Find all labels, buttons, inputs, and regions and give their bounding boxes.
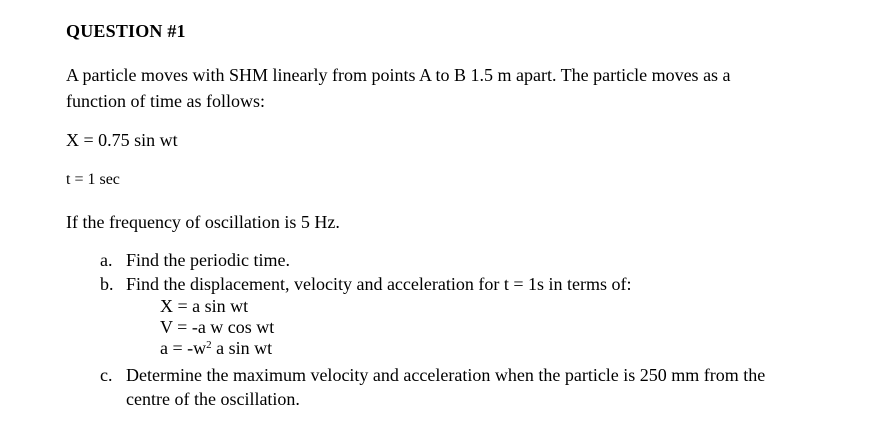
- list-item-a: [100, 248, 856, 272]
- list-item-c-line-1: Determine the maximum velocity and acceleration when the particle is 250 mm from the: [126, 365, 766, 385]
- acceleration-prefix: a = -w: [160, 338, 207, 358]
- list-marker: b.: [100, 274, 114, 294]
- acceleration-exponent: 2: [206, 339, 212, 351]
- intro-line-1: A particle moves with SHM linearly from points A to B 1.5 m apart. The particle moves as a: [66, 65, 731, 85]
- document-page: [66, 20, 856, 411]
- intro-paragraph: [66, 62, 856, 114]
- list-item-c: [100, 363, 856, 411]
- list-marker: c.: [100, 365, 113, 385]
- sub-equation-displacement: X = a sin wt: [160, 296, 249, 316]
- intro-line-2: function of time as follows:: [66, 91, 265, 111]
- list-item-c-line-2: centre of the oscillation.: [126, 389, 300, 409]
- sub-equations: [100, 296, 856, 359]
- displacement-equation: X = 0.75 sin wt: [66, 130, 178, 150]
- question-heading: QUESTION #1: [66, 21, 186, 41]
- sub-equation-acceleration: [160, 338, 856, 359]
- list-item-b: [100, 272, 856, 296]
- time-value: t = 1 sec: [66, 171, 120, 188]
- list-marker: a.: [100, 250, 113, 270]
- question-list: [66, 248, 856, 411]
- list-item-text: [126, 363, 856, 411]
- list-item-text: Find the periodic time.: [126, 250, 290, 270]
- acceleration-suffix: a sin wt: [211, 338, 273, 358]
- sub-equation-velocity: V = -a w cos wt: [160, 317, 275, 337]
- frequency-statement: If the frequency of oscillation is 5 Hz.: [66, 212, 340, 232]
- list-item-text: Find the displacement, velocity and acceleration for t = 1s in terms of:: [126, 274, 632, 294]
